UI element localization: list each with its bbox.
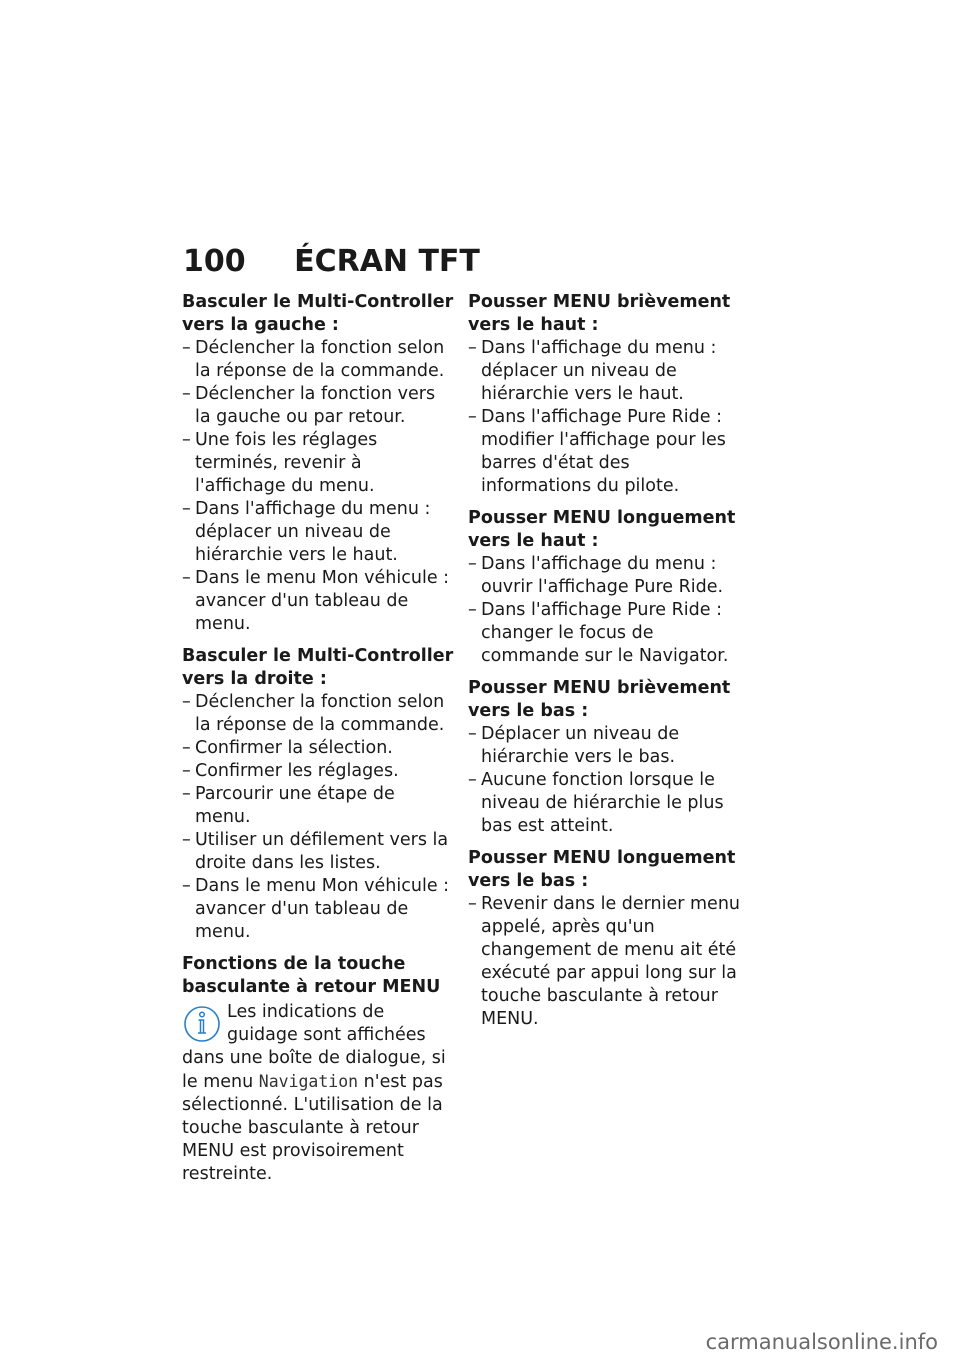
heading-line: vers le bas : [468,871,589,891]
heading-line: vers le haut : [468,315,599,335]
heading-line: Pousser MENU longuement [468,508,736,528]
left-column [182,291,454,1195]
section-heading [182,645,454,691]
list-item: – Déclencher la fonction vers la gauche ou par retour. [182,384,436,427]
right-column [468,291,740,1040]
dash-bullet: – [182,338,191,358]
dash-bullet: – [468,554,477,574]
list-item: – Dans l'affichage Pure Ride : changer le focus de commande sur le Navigator. [468,600,729,666]
note-text-before: Les indications de guidage sont affichées dans une boîte de dialogue, si le menu [182,1002,446,1092]
dash-bullet: – [182,499,191,519]
section-heading [468,507,740,553]
dash-bullet: – [468,407,477,427]
section-heading [468,291,740,337]
section-fonctions-touche [182,953,454,1186]
bullet-list [468,337,740,498]
dash-bullet: – [182,784,191,804]
dash-bullet: – [182,876,191,896]
dash-bullet: – [182,568,191,588]
heading-line: basculante à retour MENU [182,977,441,997]
watermark: carmanualsonline.info [705,1330,938,1354]
page-title: ÉCRAN TFT [294,244,480,279]
dash-bullet: – [182,761,191,781]
page-number: 100 [183,244,246,279]
heading-line: vers le bas : [468,701,589,721]
list-item: – Revenir dans le dernier menu appelé, après qu'un changement de menu ait été exécuté par appui long sur la touche basculante à retour MENU. [468,894,741,1029]
list-item: – Dans le menu Mon véhicule : avancer d'un tableau de menu. [182,876,450,942]
section-menu-bref-bas [468,677,740,838]
heading-line: Basculer le Multi-Controller [182,646,454,666]
section-heading [468,677,740,723]
bullet-list [468,553,740,668]
dash-bullet: – [182,384,191,404]
section-heading [182,953,454,999]
bullet-list [468,723,740,838]
section-menu-bref-haut [468,291,740,498]
heading-line: Basculer le Multi-Controller [182,292,454,312]
list-item: – Une fois les réglages terminés, revenir à l'affichage du menu. [182,430,378,496]
bullet-list [182,337,454,636]
bullet-list [468,893,740,1031]
dash-bullet: – [182,692,191,712]
list-item: – Dans l'affichage du menu : ouvrir l'affichage Pure Ride. [468,554,724,597]
heading-line: vers la droite : [182,669,327,689]
list-item: – Dans le menu Mon véhicule : avancer d'un tableau de menu. [182,568,450,634]
list-item: – Confirmer la sélection. [182,738,393,758]
list-item: – Dans l'affichage Pure Ride : modifier l'affichage pour les barres d'état des informations du pilote. [468,407,726,496]
list-item: – Déclencher la fonction selon la réponse de la commande. [182,338,445,381]
dash-bullet: – [468,600,477,620]
list-item: – Utiliser un défilement vers la droite dans les listes. [182,830,449,873]
heading-line: vers le haut : [468,531,599,551]
section-menu-long-haut [468,507,740,668]
dash-bullet: – [468,894,477,914]
list-item: – Déplacer un niveau de hiérarchie vers le bas. [468,724,680,767]
list-item: – Dans l'affichage du menu : déplacer un niveau de hiérarchie vers le haut. [468,338,717,404]
heading-line: Pousser MENU brièvement [468,678,731,698]
list-item: – Parcourir une étape de menu. [182,784,395,827]
list-item: – Dans l'affichage du menu : déplacer un niveau de hiérarchie vers le haut. [182,499,431,565]
dash-bullet: – [182,830,191,850]
heading-line: vers la gauche : [182,315,339,335]
section-menu-long-bas [468,847,740,1031]
list-item: – Aucune fonction lorsque le niveau de hiérarchie le plus bas est atteint. [468,770,724,836]
page-header [183,244,480,280]
heading-line: Pousser MENU longuement [468,848,736,868]
heading-line: Pousser MENU brièvement [468,292,731,312]
note-menu-name: Navigation [258,1072,359,1091]
list-item: – Confirmer les réglages. [182,761,399,781]
section-basculer-gauche [182,291,454,636]
dash-bullet: – [468,724,477,744]
info-icon [182,1003,222,1045]
section-basculer-droite [182,645,454,944]
bullet-list [182,691,454,944]
dash-bullet: – [468,338,477,358]
note-text-after: n'est pas sélectionné. L'utilisation de la touche basculante à retour MENU est provisoirement restreinte. [182,1072,443,1184]
list-item: – Déclencher la fonction selon la réponse de la commande. [182,692,445,735]
section-heading [468,847,740,893]
dash-bullet: – [182,738,191,758]
dash-bullet: – [468,770,477,790]
info-note [182,1001,454,1186]
dash-bullet: – [182,430,191,450]
section-heading [182,291,454,337]
heading-line: Fonctions de la touche [182,954,406,974]
